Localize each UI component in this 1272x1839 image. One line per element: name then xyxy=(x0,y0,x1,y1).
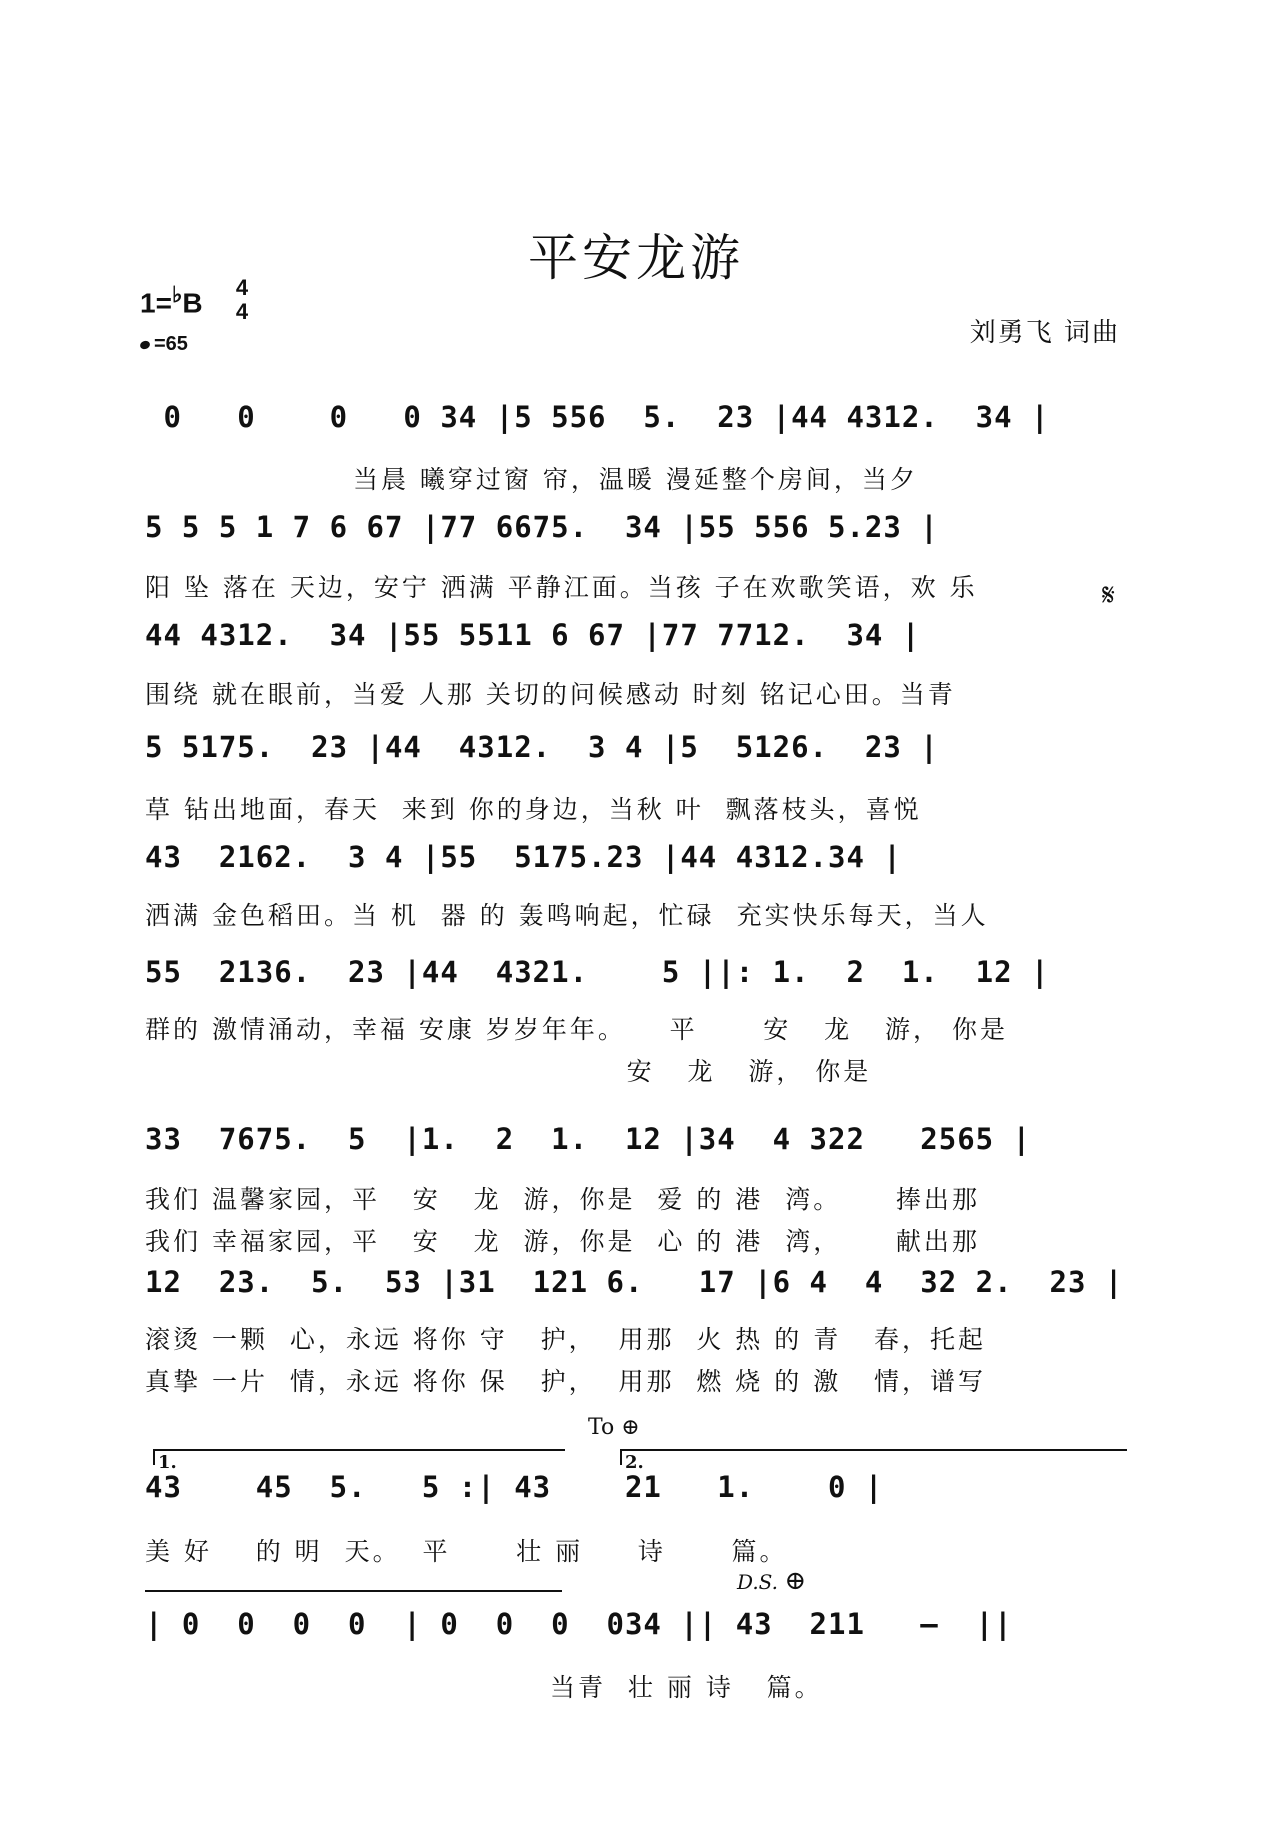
to-coda-label: To xyxy=(588,1415,615,1440)
lyric-line: 我们 幸福家园，平 安 龙 游，你是 心 的 港 湾， 献出那 xyxy=(145,1227,980,1256)
notation-line: 55 2136. 23 |44 4321. 5 ||: 1. 2 1. 12 | xyxy=(145,955,1050,989)
quarter-note-icon xyxy=(139,339,151,350)
coda-icon: ⊕ xyxy=(621,1415,640,1440)
notation-line: | 0 0 0 0 | 0 0 0 034 || 43 211 – || xyxy=(145,1607,1013,1641)
flat-sign: ♭ xyxy=(171,282,183,307)
lyric-line: 围绕 就在眼前，当爱 人那 关切的问候感动 时刻 铭记心田。当青 xyxy=(145,680,956,709)
meter-bottom: 4 xyxy=(235,299,249,324)
notation-line: 5 5175. 23 |44 4312. 3 4 |5 5126. 23 | xyxy=(145,730,939,764)
notation-line: 5 5 5 1 7 6 67 |77 6675. 34 |55 556 5.23 | xyxy=(145,510,939,544)
lyric-line: 我们 温馨家园，平 安 龙 游，你是 爱 的 港 湾。 捧出那 xyxy=(145,1185,980,1214)
lyric-line: 草 钻出地面，春天 来到 你的身边，当秋 叶 飘落枝头，喜悦 xyxy=(145,795,922,824)
ds-label: D.S. xyxy=(737,1570,779,1594)
page-title: 平安龙游 xyxy=(528,229,744,287)
lyric-line: 当青 壮 丽 诗 篇。 xyxy=(145,1673,823,1702)
tempo-mark xyxy=(140,333,188,356)
notation-line: 43 2162. 3 4 |55 5175.23 |44 4312.34 | xyxy=(145,840,902,874)
coda-icon: ⊕ xyxy=(784,1566,807,1596)
meter-top: 4 xyxy=(235,275,249,300)
ds-bracket xyxy=(145,1590,562,1592)
volta-1-label: 1. xyxy=(158,1452,177,1473)
key-signature xyxy=(140,282,203,319)
ds-marker xyxy=(737,1566,806,1596)
lyric-line: 安 龙 游， 你是 xyxy=(145,1057,872,1086)
lyric-line: 滚烫 一颗 心，永远 将你 守 护， 用那 火 热 的 青 春，托起 xyxy=(145,1325,987,1354)
composer-credit: 刘勇飞 词曲 xyxy=(969,318,1120,348)
lyric-line: 洒满 金色稻田。当 机 器 的 轰鸣响起，忙碌 充实快乐每天，当人 xyxy=(145,901,989,930)
lyric-line: 真挚 一片 情，永远 将你 保 护， 用那 燃 烧 的 激 情，谱写 xyxy=(145,1367,987,1396)
volta-2-label: 2. xyxy=(625,1452,644,1473)
notation-line: 0 0 0 0 34 |5 556 5. 23 |44 4312. 34 | xyxy=(145,400,1050,434)
key-tonic: B xyxy=(182,287,203,319)
notation-line: 33 7675. 5 |1. 2 1. 12 |34 4 322 2565 | xyxy=(145,1122,1032,1156)
notation-line: 43 45 5. 5 :| 43 21 1. 0 | xyxy=(145,1470,884,1504)
lyric-line: 美 好 的 明 天。 平 壮 丽 诗 篇。 xyxy=(145,1537,788,1566)
notation-line: 44 4312. 34 |55 5511 6 67 |77 7712. 34 | xyxy=(145,618,921,652)
time-signature xyxy=(230,276,254,324)
to-coda-marker xyxy=(588,1415,640,1440)
lyric-line: 当晨 曦穿过窗 帘，温暖 漫延整个房间，当夕 xyxy=(145,465,918,494)
tempo-value: =65 xyxy=(154,333,188,355)
volta-bracket-2 xyxy=(620,1449,1127,1465)
lyric-line: 阳 坠 落在 天边，安宁 洒满 平静江面。当孩 子在欢歌笑语，欢 乐 xyxy=(145,573,978,602)
notation-line: 12 23. 5. 53 |31 121 6. 17 |6 4 4 32 2. 23 | xyxy=(145,1265,1124,1299)
key-prefix: 1= xyxy=(140,287,172,319)
lyric-line: 群的 激情涌动，幸福 安康 岁岁年年。 平 安 龙 游， 你是 xyxy=(145,1015,1008,1044)
volta-bracket-1 xyxy=(153,1449,565,1465)
segno-icon: 𝄋 xyxy=(1102,578,1115,613)
